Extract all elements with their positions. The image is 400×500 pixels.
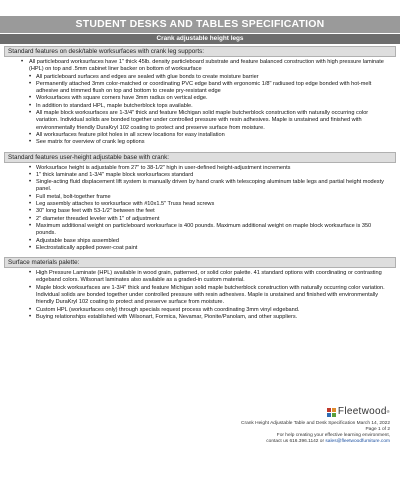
list-item: • All maple block worksurfaces are 1-3/4" thick and feature Michigan solid maple butcherblock construction with naturally occurring color variation. Individual solids are bonded together under controlled pressure with resin adhesives. Maple is unstained and finished with environmentally friendly DuraKryl 102 coating to protect and preserve surface from moisture.: [0, 110, 400, 132]
list-item: • Full metal, bolt-together frame: [0, 194, 400, 201]
list-item: • Electrostatically applied power-coat paint: [0, 245, 400, 252]
list-item: • Maple block worksurfaces are 1-3/4" thick and feature Michigan solid maple butcherblock construction with naturally occurring color variation. Individual solids are bonded together under controlled pressure with resin adhesives. Maple is unstained and finished with environmentally friendly DuraKryl 102 coating to protect and preserve surface from moisture.: [0, 285, 400, 307]
standard-features-list: [0, 59, 400, 147]
list-item: • Leg assembly attaches to worksurface with #10x1.5" Truss head screws: [0, 201, 400, 208]
list-item: • High Pressure Laminate (HPL) available in wood grain, patterned, or solid color palette. 41 standard options with coordinating or contrasting edgeband colors. Wilsonart laminates also available as a graded-in custom material.: [0, 270, 400, 285]
list-item: • 30" long base feet with 53-1/2" between the feet: [0, 208, 400, 215]
logo-square: [327, 408, 331, 412]
logo-square: [332, 408, 336, 412]
contact-line: contact us 616.396.1142 or sales@fleetwoodfurniture.com: [266, 439, 390, 445]
help-text: For help creating your effective learning environment,: [276, 433, 390, 439]
fleetwood-logo: [241, 407, 390, 417]
list-item: • Adjustable base ships assembled: [0, 238, 400, 245]
document-info: Crank Height Adjustable Table and Desk Specification March 14, 2022: [241, 421, 390, 426]
page-number: Page 1 of 2: [365, 427, 390, 433]
list-item: • Maximum additional weight on particleboard worksurface is 400 pounds. Maximum additional weight on maple block worksurface is 350 pounds.: [0, 223, 400, 238]
list-item: • 1" thick laminate and 1-3/4" maple block worksurfaces standard: [0, 172, 400, 179]
list-item: • All particleboard worksurfaces have 1" thick 45lb. density particleboard substrate and feature balanced construction with high pressure laminate (HPL) on top and .5mm cabinet liner backer on bottom of worksurface: [0, 59, 400, 74]
page-subtitle: Crank adjustable height legs: [0, 34, 400, 44]
section-heading-surface-materials: Surface materials palette:: [4, 257, 396, 268]
adjustable-base-list: [0, 165, 400, 253]
spec-content: [0, 46, 400, 326]
logo-square: [327, 413, 331, 417]
list-item: • Worksurface height is adjustable from 27" to 38-1/2" high in user-defined height-adjustment increments: [0, 165, 400, 172]
surface-materials-list: [0, 270, 400, 321]
page-footer: [241, 407, 390, 445]
list-item: • All worksurfaces feature pilot holes in all screw locations for easy installation: [0, 132, 400, 139]
logo-text: Fleetwood®: [337, 406, 390, 417]
list-item: • In addition to standard HPL, maple butcherblock tops available.: [0, 103, 400, 110]
section-heading-standard-features: Standard features on desk/table worksurfaces with crank leg supports:: [4, 46, 396, 57]
list-item: • Worksurfaces with square corners have 3mm radius on vertical edge.: [0, 95, 400, 102]
page-title: STUDENT DESKS AND TABLES SPECIFICATION: [0, 16, 400, 33]
list-item: • Custom HPL (worksurfaces only) through specials request process with coordinating 3mm vinyl edgeband.: [0, 307, 400, 314]
list-item: • All particleboard surfaces and edges are sealed with glue bonds to create moisture barrier: [0, 74, 400, 81]
list-item: • See matrix for overview of crank leg options: [0, 139, 400, 146]
list-item: • 2" diameter threaded leveler with 1" of adjustment: [0, 216, 400, 223]
section-heading-adjustable-base: Standard features user-height adjustable base with crank:: [4, 152, 396, 163]
contact-email-link[interactable]: sales@fleetwoodfurniture.com: [325, 439, 390, 445]
logo-square: [332, 413, 336, 417]
logo-squares-icon: [327, 408, 336, 417]
list-item: • Buying relationships established with Wilsonart, Formica, Nevamar, Pionite/Panolam, and other suppliers.: [0, 314, 400, 321]
list-item: • Single-acting fluid displacement lift system is manually driven by hand crank with telescoping aluminum table legs and partial height modesty panel.: [0, 179, 400, 194]
list-item: • Permanently attached 3mm color-matched or coordinating PVC edge band with ergonomic 1/8" radiused top edge bonded with hot-melt adhesive and trimmed flush on top and bottom to create pry-resistant edge: [0, 81, 400, 96]
